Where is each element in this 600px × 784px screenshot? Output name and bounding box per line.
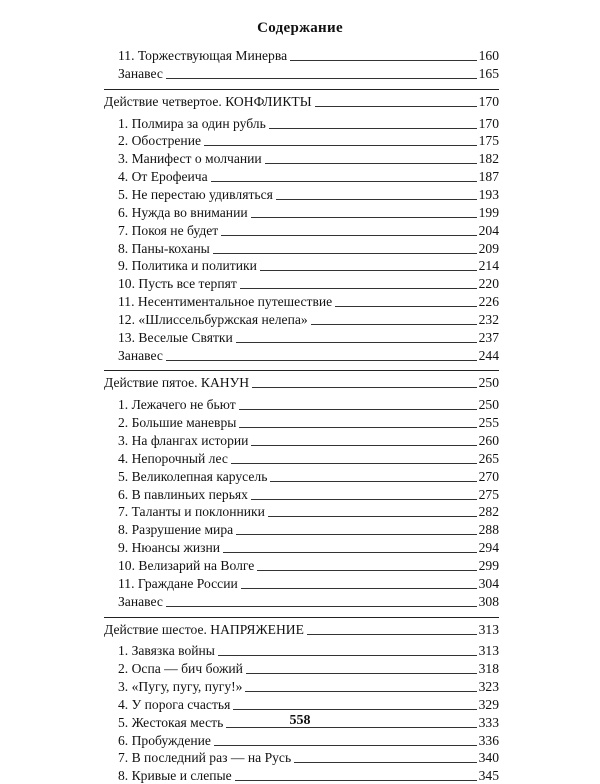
entry-title: 11. Несентиментальное путешествие [118, 294, 333, 310]
entry-title: 4. От Ерофеича [118, 169, 208, 185]
entry-page-number: 345 [478, 768, 499, 784]
toc-chapter-row [104, 622, 499, 638]
entry-page-number: 193 [478, 186, 499, 202]
toc-entry-row [118, 469, 499, 485]
entry-title: 3. «Пугу, пугу, пугу!» [118, 679, 243, 695]
toc-entry-row [118, 697, 499, 713]
entry-page-number: 182 [478, 151, 499, 167]
entry-title: 10. Велизарий на Волге [118, 557, 255, 573]
entry-title: 4. Непорочный лес [118, 450, 228, 466]
leader-line [213, 253, 477, 254]
entry-title: 6. Нужда во внимании [118, 204, 248, 220]
entry-page-number: 220 [478, 276, 499, 292]
entry-title: 9. Нюансы жизни [118, 540, 221, 556]
entry-page-number: 288 [478, 522, 499, 538]
leader-line [294, 762, 476, 763]
entry-page-number: 323 [478, 679, 499, 695]
leader-line [236, 534, 476, 535]
leader-line [166, 606, 477, 607]
entry-title: 11. Граждане России [118, 575, 238, 591]
entry-page-number: 299 [478, 557, 499, 573]
entry-page-number: 165 [478, 65, 499, 81]
toc-entry-row [118, 750, 499, 766]
entry-title: 1. Лежачего не бьют [118, 397, 236, 413]
leader-line [240, 288, 477, 289]
chapter-title: Действие пятое. КАНУН [104, 375, 250, 391]
entry-page-number: 170 [478, 115, 499, 131]
leader-line [231, 463, 477, 464]
toc-entry-row [118, 522, 499, 538]
entry-title: 4. У порога счастья [118, 696, 231, 712]
chapter-page-number: 170 [478, 93, 499, 109]
leader-line [245, 691, 476, 692]
entry-page-number: 294 [478, 540, 499, 556]
section-divider [104, 89, 499, 90]
toc-chapter-row [104, 375, 499, 391]
leader-line [211, 181, 477, 182]
entry-title: 7. В последний раз — на Русь [118, 750, 292, 766]
toc-entry-row [118, 223, 499, 239]
entry-page-number: 214 [478, 258, 499, 274]
entry-title: Занавес [118, 65, 163, 81]
toc-entry-row [118, 661, 499, 677]
toc-entry-row [118, 241, 499, 257]
section-divider [104, 370, 499, 371]
leader-line [251, 499, 477, 500]
toc-entry-row [118, 258, 499, 274]
entry-page-number: 340 [478, 750, 499, 766]
leader-line [214, 745, 477, 746]
toc-entry-row [118, 151, 499, 167]
entry-title: 6. В павлиньих перьях [118, 486, 248, 502]
entry-title: 5. Не перестаю удивляться [118, 186, 273, 202]
entry-title: 7. Покоя не будет [118, 222, 219, 238]
entry-title: 5. Великолепная карусель [118, 468, 268, 484]
entry-page-number: 336 [478, 732, 499, 748]
toc-entry-row [118, 187, 499, 203]
toc-entry-row [118, 451, 499, 467]
leader-line [269, 128, 477, 129]
leader-line [251, 217, 477, 218]
entry-page-number: 313 [478, 643, 499, 659]
leader-line [223, 552, 477, 553]
entry-page-number: 244 [478, 347, 499, 363]
leader-line [257, 570, 476, 571]
entry-title: 3. На флангах истории [118, 433, 249, 448]
toc-entry-row [118, 504, 499, 520]
chapter-page-number: 250 [478, 375, 499, 391]
leader-line [335, 306, 476, 307]
leader-line [268, 516, 477, 517]
toc-entry-row [118, 768, 499, 784]
leader-line [290, 60, 476, 61]
entry-page-number: 160 [478, 48, 499, 63]
entry-page-number: 308 [478, 593, 499, 609]
entry-page-number: 209 [478, 240, 499, 256]
chapter-title: Действие шестое. НАПРЯЖЕНИЕ [104, 621, 304, 637]
leader-line [311, 324, 477, 325]
leader-line [239, 427, 476, 428]
leader-line [166, 78, 477, 79]
page-number: 558 [289, 713, 311, 728]
entry-title: 8. Кривые и слепые [118, 768, 232, 784]
entry-title: 2. Оспа — бич божий [118, 661, 243, 677]
entry-title: 10. Пусть все терпят [118, 276, 237, 292]
entry-title: 9. Политика и политики [118, 258, 257, 274]
leader-line [241, 588, 477, 589]
leader-line [315, 106, 477, 107]
entry-page-number: 237 [478, 329, 499, 345]
entry-title: 8. Разрушение мира [118, 522, 234, 538]
entry-page-number: 187 [478, 169, 499, 185]
toc-entry-row [118, 594, 499, 610]
entry-title: 11. Торжествующая Минерва [118, 48, 288, 63]
chapter-title: Действие четвертое. КОНФЛИКТЫ [104, 93, 312, 109]
entry-page-number: 250 [478, 397, 499, 413]
toc-entry-row [118, 540, 499, 556]
toc-entry-row [118, 48, 499, 64]
entry-page-number: 204 [478, 222, 499, 238]
leader-line [218, 655, 477, 656]
toc-entry-row [118, 643, 499, 659]
toc-entry-row [118, 576, 499, 592]
entry-title: 1. Полмира за один рубль [118, 115, 266, 131]
leader-line [236, 342, 477, 343]
toc-entry-row [118, 133, 499, 149]
leader-line [221, 235, 476, 236]
leader-line [252, 387, 477, 388]
entry-title: 12. «Шлиссельбуржская нелепа» [118, 311, 308, 327]
entry-page-number: 199 [478, 204, 499, 220]
entry-title: 5. Жестокая месть [118, 714, 224, 730]
toc-entry-row [118, 397, 499, 413]
entry-page-number: 270 [478, 468, 499, 484]
entry-title: 2. Обострение [118, 133, 202, 149]
toc-entry-row [118, 415, 499, 431]
toc-chapter-row [104, 94, 499, 110]
section-divider [104, 617, 499, 618]
leader-line [251, 445, 476, 446]
entry-title: 13. Веселые Святки [118, 329, 233, 345]
entry-page-number: 282 [478, 504, 499, 520]
leader-line [307, 634, 477, 635]
toc-entry-row [118, 433, 499, 449]
leader-line [204, 145, 477, 146]
leader-line [166, 360, 477, 361]
toc-entry-row [118, 169, 499, 185]
toc-entry-row [118, 312, 499, 328]
toc-entry-row [118, 679, 499, 695]
toc-entry-row [118, 558, 499, 574]
entry-title: Занавес [118, 593, 163, 609]
entry-page-number: 255 [478, 415, 499, 431]
toc-entry-row [118, 66, 499, 82]
entry-page-number: 260 [478, 433, 499, 448]
entry-title: 1. Завязка войны [118, 643, 215, 659]
entry-page-number: 304 [478, 575, 499, 591]
entry-title: 2. Большие маневры [118, 415, 237, 431]
entry-title: 7. Таланты и поклонники [118, 504, 265, 520]
entry-page-number: 318 [478, 661, 499, 677]
leader-line [239, 409, 477, 410]
toc-entry-row [118, 294, 499, 310]
entry-page-number: 333 [478, 714, 499, 730]
entry-page-number: 329 [478, 696, 499, 712]
leader-line [235, 780, 477, 781]
entry-page-number: 275 [478, 486, 499, 502]
page-title: Содержание [257, 20, 343, 36]
entry-page-number: 226 [478, 294, 499, 310]
toc-entry-row [118, 330, 499, 346]
entry-title: 3. Манифест о молчании [118, 151, 262, 167]
toc-entry-row [118, 733, 499, 749]
chapter-page-number: 313 [478, 621, 499, 637]
entry-page-number: 232 [478, 311, 499, 327]
toc-entry-row [118, 348, 499, 364]
toc-entry-row [118, 205, 499, 221]
entry-page-number: 175 [478, 133, 499, 149]
leader-line [270, 481, 476, 482]
entry-title: 6. Пробуждение [118, 732, 211, 748]
leader-line [265, 163, 477, 164]
entry-title: 8. Паны-коханы [118, 240, 210, 256]
entry-title: Занавес [118, 347, 163, 363]
leader-line [260, 270, 477, 271]
leader-line [233, 709, 476, 710]
toc-entry-row [118, 116, 499, 132]
entry-page-number: 265 [478, 450, 499, 466]
leader-line [246, 673, 477, 674]
toc-entry-row [118, 487, 499, 503]
leader-line [276, 199, 477, 200]
toc-entry-row [118, 276, 499, 292]
